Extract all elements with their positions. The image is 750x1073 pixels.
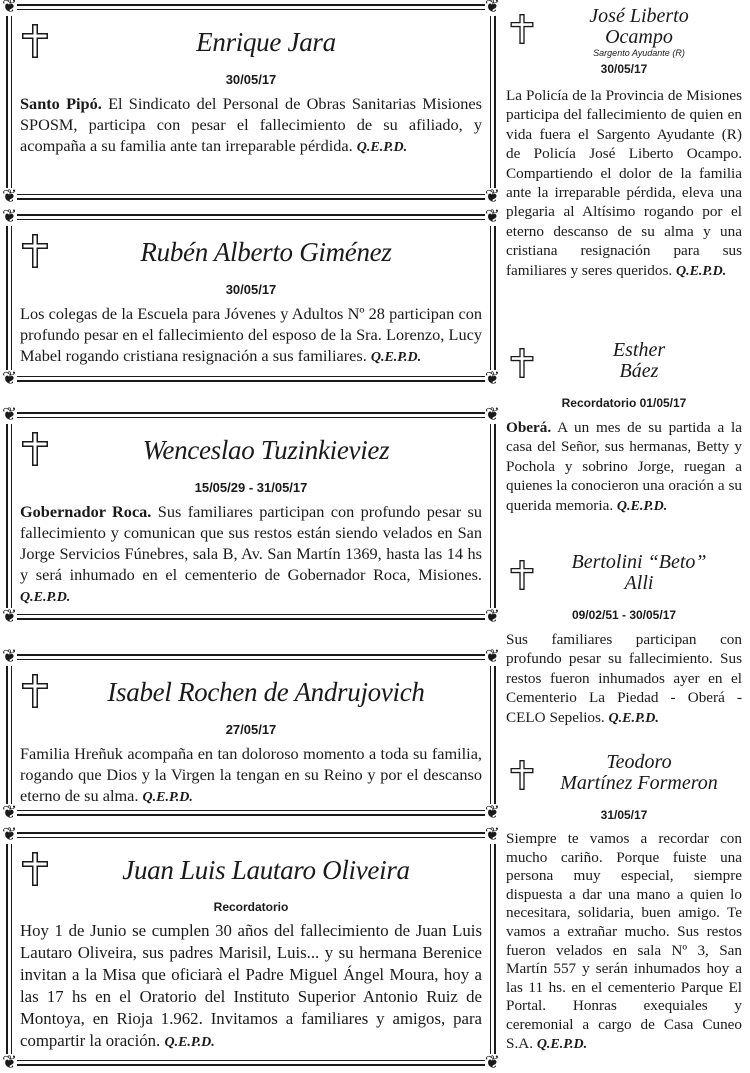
- obituary-message: A un mes de su partida a la casa del Señor, sus hermanas, Betty y Pochola y sobrino Jorge, ruegan a quienes la conocieron una oración a su querida memoria.: [506, 419, 742, 514]
- cross-icon: [22, 852, 48, 886]
- qepd-label: Q.E.P.D.: [20, 590, 71, 605]
- ornament-icon: ❦: [2, 606, 18, 627]
- ornament-icon: ❦: [484, 0, 500, 17]
- qepd-label: Q.E.P.D.: [536, 1036, 588, 1052]
- obituary-date: 30/05/17: [600, 62, 648, 76]
- obituary-text: [20, 501, 482, 608]
- obituary-text: [506, 830, 742, 1054]
- ornament-icon: ❦: [2, 404, 18, 425]
- obituary-message: Sus familiares participan con profundo pesar su fallecimiento. Sus restos fueron inhumados ayer en el Cementerio La Piedad - Oberá - CELO Sepelios.: [506, 631, 742, 726]
- ornament-icon: ❦: [484, 1052, 500, 1073]
- deceased-surname: Martínez Formeron: [560, 772, 718, 794]
- obituary-notice: [2, 824, 500, 1073]
- obituary-date: 15/05/29 - 31/05/17: [194, 480, 308, 495]
- obituary-notice: [506, 552, 742, 728]
- deceased-rank: Sargento Ayudante (R): [593, 48, 685, 58]
- deceased-name: Enrique Jara: [196, 27, 336, 57]
- ornament-icon: ❦: [2, 206, 18, 227]
- cross-icon: [22, 674, 48, 708]
- deceased-name: Isabel Rochen de Andrujovich: [107, 677, 425, 707]
- obituary-text: [20, 93, 482, 158]
- ornament-icon: ❦: [484, 404, 500, 425]
- ornament-icon: ❦: [2, 646, 18, 667]
- obituary-text: [506, 418, 742, 516]
- obituary-notice: [506, 6, 742, 281]
- obituary-notice: [2, 404, 500, 627]
- ornament-icon: ❦: [2, 1052, 18, 1073]
- obituary-date: 09/02/51 - 30/05/17: [571, 608, 677, 622]
- ornament-icon: ❦: [2, 368, 18, 389]
- obituary-date: 27/05/17: [225, 722, 277, 737]
- obituary-date: Recordatorio 01/05/17: [561, 396, 687, 410]
- ornament-icon: ❦: [2, 802, 18, 823]
- ornament-icon: ❦: [484, 606, 500, 627]
- qepd-label: Q.E.P.D.: [675, 263, 727, 279]
- ornament-icon: ❦: [484, 368, 500, 389]
- cross-icon: [510, 14, 534, 44]
- obituary-date: 30/05/17: [225, 72, 277, 87]
- ornament-icon: ❦: [484, 646, 500, 667]
- obituary-text: [506, 630, 742, 728]
- qepd-label: Q.E.P.D.: [164, 1035, 215, 1050]
- deceased-surname: Alli: [624, 572, 654, 594]
- deceased-surname: Báez: [619, 360, 659, 382]
- cross-icon: [22, 234, 48, 268]
- deceased-name: Teodoro: [606, 751, 672, 773]
- obituary-message: Siempre te vamos a recordar con mucho cariño. Porque fuiste una persona muy especial, siempre dispuesta a dar una mano a quien lo necesitara, solidaria, buen amigo. Te vamos a extrañar mucho. Sus restos fueron velados en sala Nº 3, San Martín 557 y serán inhumados hoy a las 11 hs. en el cementerio Parque El Portal. Honras exequiales y ceremonial a cargo de Casa Cuneo S.A.: [506, 830, 742, 1052]
- cross-icon: [22, 24, 48, 58]
- obituary-notice: [506, 340, 742, 516]
- cross-icon: [22, 432, 48, 466]
- obituary-message: La Policía de la Provincia de Misiones participa del fallecimiento de quien en vida fuera el Sargento Ayudante (R) de Policía José Liberto Ocampo. Compartiendo el dolor de la familia ante la irreparable pérdida, eleva una plegaria al Altísimo rogando por el eterno descanso de su alma y una cristiana resignación para sus familiares y seres queridos.: [506, 87, 742, 279]
- ornament-icon: ❦: [2, 186, 18, 207]
- obituary-date: 31/05/17: [600, 808, 648, 822]
- obituary-notice: [2, 0, 500, 207]
- deceased-surname: Ocampo: [605, 26, 673, 48]
- obituary-text: [20, 743, 482, 808]
- ornament-icon: ❦: [484, 824, 500, 845]
- deceased-name: Rubén Alberto Giménez: [140, 237, 392, 267]
- obituary-message: Los colegas de la Escuela para Jóvenes y Adultos Nº 28 participan con profundo pesar en el fallecimiento del esposo de la Sra. Lorenzo, Lucy Mabel rogando cristiana resignación a sus familiares.: [20, 304, 482, 365]
- deceased-name: Wenceslao Tuzinkieviez: [142, 435, 390, 465]
- obituary-date: 30/05/17: [225, 282, 277, 297]
- qepd-label: Q.E.P.D.: [370, 350, 422, 365]
- location-lead: Santo Pipó.: [20, 94, 102, 113]
- ornament-icon: ❦: [484, 206, 500, 227]
- obituary-message: Sus familiares participan con profundo pesar su fallecimiento y comunican que sus restos están siendo velados en San Jorge Servicios Fúnebres, sala B, Av. San Martín 1369, hasta las 14 hs y será inhumado en el cementerio de Gobernador Roca, Misiones.: [20, 502, 483, 584]
- obituary-message: Hoy 1 de Junio se cumplen 30 años del fallecimiento de Juan Luis Lautaro Oliveira, sus padres Marisil, Luis... y su hermana Berenice invitan a la Misa que oficiarà el Padre Miguel Ángel Moura, hoy a las 17 hs en el Oratorio del Instituto Superior Antonio Ruiz de Montoya, en Rioja 1.962. Invitamos a familiares y amigos, para compartir la oración.: [20, 921, 482, 1050]
- obituary-notice: [2, 646, 500, 823]
- obituary-message: Familia Hreñuk acompaña en tan doloroso momento a toda su familia, rogando que Dios y la Virgen la tengan en su Reino y por el descanso eterno de su alma.: [20, 744, 482, 805]
- ornament-icon: ❦: [2, 0, 18, 17]
- location-lead: Gobernador Roca.: [20, 502, 152, 521]
- obituary-notice: [506, 752, 742, 1054]
- deceased-name: José Liberto: [589, 5, 689, 27]
- qepd-label: Q.E.P.D.: [356, 140, 408, 155]
- obituary-text: [20, 920, 482, 1054]
- cross-icon: [510, 348, 534, 378]
- qepd-label: Q.E.P.D.: [142, 790, 193, 805]
- obituary-notice: [2, 206, 500, 389]
- obituary-text: [20, 303, 482, 368]
- deceased-name: Esther: [612, 339, 666, 361]
- ornament-icon: ❦: [2, 824, 18, 845]
- deceased-name: Juan Luis Lautaro Oliveira: [122, 855, 410, 885]
- ornament-icon: ❦: [484, 802, 500, 823]
- cross-icon: [510, 760, 534, 790]
- obituary-text: [506, 86, 742, 281]
- location-lead: Oberá.: [506, 419, 552, 436]
- ornament-icon: ❦: [484, 186, 500, 207]
- obituary-date: Recordatorio: [213, 900, 289, 914]
- deceased-name: Bertolini “Beto”: [571, 551, 707, 573]
- cross-icon: [510, 560, 534, 590]
- obituary-message: El Sindicato del Personal de Obras Sanitarias Misiones SPOSM, participa con pesar el fallecimiento de su afiliado, y acompaña a su familia ante tan irreparable pérdida.: [20, 94, 482, 155]
- qepd-label: Q.E.P.D.: [616, 498, 668, 514]
- qepd-label: Q.E.P.D.: [608, 710, 659, 726]
